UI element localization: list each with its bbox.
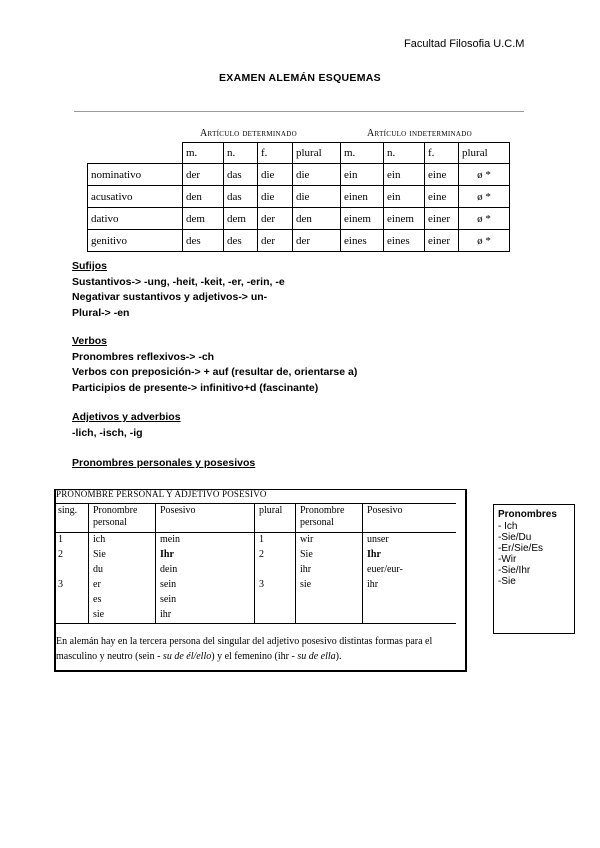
table-cell: den [293, 208, 341, 230]
table-row [54, 548, 456, 563]
table-cell: das [224, 164, 258, 186]
column-header: n. [384, 143, 425, 164]
table-cell: der [258, 230, 293, 252]
case-label: nominativo [88, 164, 183, 186]
table-cell: ihr [156, 608, 255, 624]
text-line: Participios de presente-> infinitivo+d (fascinante) [72, 381, 319, 394]
table-cell: der [183, 164, 224, 186]
list-item: -Sie [498, 576, 516, 587]
table-cell: eine [425, 164, 459, 186]
list-item: -Wir [498, 554, 517, 565]
articulo-indeterminado-heading: Artículo indeterminado [367, 128, 472, 139]
text-line: Verbos con preposición-> + auf (resultar de, orientarse a) [72, 366, 358, 378]
case-label: genitivo [88, 230, 183, 252]
table-cell [296, 608, 363, 624]
table-row [88, 208, 510, 230]
list-item: - Ich [498, 521, 518, 532]
table-cell: euer/eur- [363, 563, 457, 578]
table-cell: ihr [363, 578, 457, 593]
pronombres-side-box [493, 504, 575, 634]
table-cell: sie [89, 608, 156, 624]
table-cell: sein [156, 593, 255, 608]
table-cell: ø * [459, 208, 510, 230]
table-cell [363, 593, 457, 608]
table-cell [255, 593, 296, 608]
list-item: -Sie/Ihr [498, 565, 531, 576]
table-cell: 2 [255, 548, 296, 563]
table-cell: Sie [89, 548, 156, 563]
institution-label: Facultad Filosofia U.C.M [404, 38, 525, 50]
table-cell: ø * [459, 186, 510, 208]
table-cell: die [293, 164, 341, 186]
table-cell [296, 593, 363, 608]
column-header: Pronombre personal [296, 504, 363, 533]
verbos-section [72, 334, 357, 396]
table-cell [54, 608, 89, 624]
table-header-row [88, 143, 510, 164]
table-row [54, 578, 456, 593]
text-line: -lich, -isch, -ig [72, 426, 143, 439]
side-box-heading: Pronombres [498, 509, 557, 520]
text-line: Sustantivos-> -ung, -heit, -keit, -er, -erin, -e [72, 275, 285, 288]
table-cell: ø * [459, 230, 510, 252]
table-cell: dem [224, 208, 258, 230]
table-cell: eines [384, 230, 425, 252]
table-row [54, 563, 456, 578]
articles-table [87, 142, 510, 252]
column-header: Posesivo [363, 504, 457, 533]
pronombres-section [72, 456, 255, 472]
table-cell: den [183, 186, 224, 208]
pronoun-table [54, 503, 456, 624]
section-heading: Adjetivos y adverbios [72, 411, 181, 423]
table-row [54, 533, 456, 549]
table-cell [54, 593, 89, 608]
case-label: dativo [88, 208, 183, 230]
column-header: f. [425, 143, 459, 164]
table-cell: du [89, 563, 156, 578]
table-cell: ø * [459, 164, 510, 186]
table-header-row [54, 504, 456, 533]
table-cell: unser [363, 533, 457, 549]
table-cell: 2 [58, 549, 63, 560]
column-header: Posesivo [156, 504, 255, 533]
text-line: Plural-> -en [72, 306, 130, 319]
divider [74, 111, 524, 112]
section-heading: Pronombres personales y posesivos [72, 457, 256, 469]
list-item: -Er/Sie/Es [498, 543, 544, 554]
table-cell: 3 [58, 579, 63, 590]
adjetivos-section [72, 410, 181, 441]
table-cell: der [258, 208, 293, 230]
table-cell: Ihr [156, 548, 255, 563]
table-cell [255, 563, 296, 578]
table-cell: ich [89, 533, 156, 549]
articulo-determinado-heading: Artículo determinado [200, 128, 297, 139]
table-row [88, 230, 510, 252]
table-cell: sein [156, 578, 255, 593]
column-header: sing. [54, 504, 89, 533]
table-cell: einer [425, 230, 459, 252]
list-item: -Sie/Du [498, 532, 532, 543]
table-cell: er [89, 578, 156, 593]
table-cell: die [293, 186, 341, 208]
column-header: Pronombre personal [89, 504, 156, 533]
table-cell: 3 [255, 578, 296, 593]
case-label: acusativo [88, 186, 183, 208]
text-line: Pronombres reflexivos-> -ch [72, 350, 215, 363]
table-cell: dem [183, 208, 224, 230]
table-cell: sie [296, 578, 363, 593]
table-cell: ein [341, 164, 384, 186]
table-row [88, 186, 510, 208]
text-line: Negativar sustantivos y adjetivos-> un- [72, 291, 268, 303]
table-cell: 1 [58, 534, 63, 545]
table-row [88, 164, 510, 186]
table-row [54, 608, 456, 624]
pronoun-note: En alemán hay en la tercera persona del singular del adjetivo posesivo distintas formas para el masculino y neutro (sein - su de él/ello) y el femenino (ihr - su de ella). [56, 636, 433, 662]
table-cell: dein [156, 563, 255, 578]
section-heading: Verbos [72, 335, 108, 347]
table-cell: ein [384, 186, 425, 208]
table-cell: die [258, 186, 293, 208]
table-cell: einen [341, 186, 384, 208]
column-header: n. [224, 143, 258, 164]
column-header: f. [258, 143, 293, 164]
table-cell: einem [341, 208, 384, 230]
table-cell: ein [384, 164, 425, 186]
section-heading: Sufijos [72, 260, 108, 272]
sufijos-section [72, 259, 285, 321]
table-cell [255, 608, 296, 624]
table-cell: des [183, 230, 224, 252]
table-cell: ihr [296, 563, 363, 578]
table-cell: die [258, 164, 293, 186]
column-header: plural [293, 143, 341, 164]
table-cell: es [89, 593, 156, 608]
table-cell: Sie [296, 548, 363, 563]
table-row [54, 593, 456, 608]
column-header: plural [255, 504, 296, 533]
table-cell: einer [425, 208, 459, 230]
table-cell: eines [341, 230, 384, 252]
table-cell: 1 [255, 533, 296, 549]
table-cell: eine [425, 186, 459, 208]
table-cell: des [224, 230, 258, 252]
pronoun-table-title: PRONOMBRE PERSONAL Y ADJETIVO POSESIVO [56, 489, 267, 499]
table-cell [363, 608, 457, 624]
table-cell [54, 563, 89, 578]
column-header: m. [183, 143, 224, 164]
column-header: m. [341, 143, 384, 164]
column-header: plural [459, 143, 510, 164]
page-title: EXAMEN ALEMÁN ESQUEMAS [219, 72, 381, 84]
table-cell: Ihr [363, 548, 457, 563]
table-cell: das [224, 186, 258, 208]
table-cell: der [293, 230, 341, 252]
table-cell: wir [296, 533, 363, 549]
table-cell: mein [156, 533, 255, 549]
table-cell: einem [384, 208, 425, 230]
